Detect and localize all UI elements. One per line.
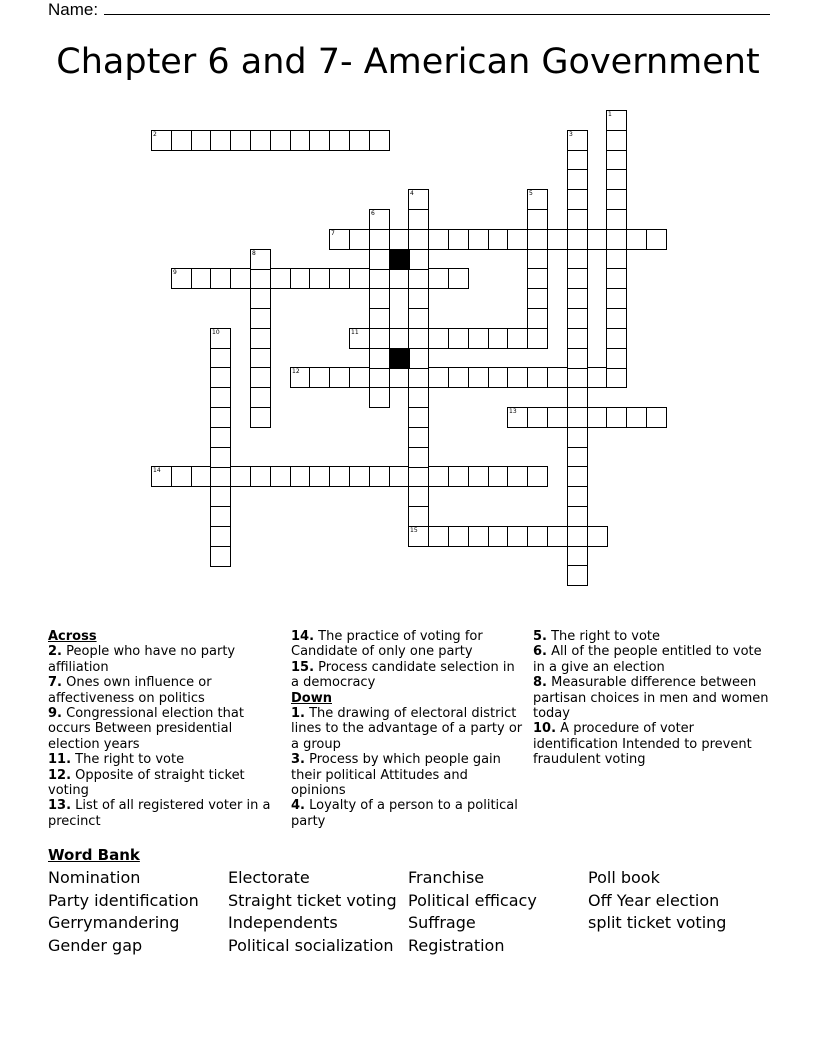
grid-cell[interactable] bbox=[428, 526, 449, 547]
black-cell bbox=[389, 249, 410, 270]
grid-cell[interactable] bbox=[408, 447, 429, 468]
grid-cell[interactable] bbox=[428, 229, 449, 250]
grid-cell[interactable] bbox=[527, 209, 548, 230]
down-clue-list bbox=[291, 706, 523, 829]
grid-cell[interactable] bbox=[408, 308, 429, 329]
grid-cell[interactable] bbox=[527, 268, 548, 289]
grid-cell[interactable] bbox=[151, 130, 172, 151]
grid-cell[interactable] bbox=[567, 288, 588, 309]
grid-cell[interactable] bbox=[270, 268, 291, 289]
grid-cell[interactable] bbox=[587, 526, 608, 547]
grid-cell[interactable] bbox=[408, 348, 429, 369]
name-label: Name: bbox=[48, 0, 99, 19]
clue-item bbox=[48, 644, 280, 675]
grid-cell[interactable] bbox=[250, 130, 271, 151]
cell-number: 2 bbox=[153, 131, 157, 138]
across-clue-list bbox=[48, 644, 280, 829]
grid-cell[interactable] bbox=[191, 466, 212, 487]
grid-cell[interactable] bbox=[448, 367, 469, 388]
grid-cell[interactable] bbox=[329, 130, 350, 151]
cell-number: 9 bbox=[173, 269, 177, 276]
grid-cell[interactable] bbox=[389, 268, 410, 289]
clue-item bbox=[291, 706, 523, 752]
grid-cell[interactable] bbox=[210, 348, 231, 369]
grid-cell[interactable] bbox=[428, 268, 449, 289]
clue-text: Process candidate selection in a democracy bbox=[291, 659, 515, 691]
grid-cell[interactable] bbox=[527, 189, 548, 210]
grid-cell[interactable] bbox=[210, 546, 231, 567]
clue-number: 2. bbox=[48, 644, 62, 660]
grid-cell[interactable] bbox=[468, 466, 489, 487]
grid-cell[interactable] bbox=[448, 328, 469, 349]
grid-cell[interactable] bbox=[210, 367, 231, 388]
grid-cell[interactable] bbox=[428, 328, 449, 349]
grid-cell[interactable] bbox=[428, 466, 449, 487]
grid-cell[interactable] bbox=[567, 367, 588, 388]
grid-cell[interactable] bbox=[349, 328, 370, 349]
grid-cell[interactable] bbox=[606, 150, 627, 171]
clue-text: All of the people entitled to vote in a give an election bbox=[533, 644, 762, 675]
clue-text: Process by which people gain their political Attitudes and opinions bbox=[291, 752, 501, 799]
clue-item bbox=[533, 644, 773, 675]
grid-cell[interactable] bbox=[408, 249, 429, 270]
grid-cell[interactable] bbox=[606, 407, 627, 428]
grid-cell[interactable] bbox=[527, 466, 548, 487]
clue-number: 10. bbox=[533, 721, 557, 737]
grid-cell[interactable] bbox=[210, 387, 231, 408]
word-bank-item: Political socialization bbox=[228, 936, 394, 955]
grid-cell[interactable] bbox=[567, 486, 588, 507]
grid-cell[interactable] bbox=[606, 328, 627, 349]
word-bank-item: Franchise bbox=[408, 868, 485, 887]
grid-cell[interactable] bbox=[468, 328, 489, 349]
grid-cell[interactable] bbox=[349, 466, 370, 487]
clue-item bbox=[291, 798, 523, 829]
grid-cell[interactable] bbox=[507, 229, 528, 250]
grid-cell[interactable] bbox=[527, 249, 548, 270]
grid-cell[interactable] bbox=[389, 367, 410, 388]
grid-cell[interactable] bbox=[408, 209, 429, 230]
grid-cell[interactable] bbox=[567, 229, 588, 250]
grid-cell[interactable] bbox=[488, 328, 509, 349]
clue-text: Loyalty of a person to a political party bbox=[291, 798, 518, 829]
grid-cell[interactable] bbox=[290, 367, 311, 388]
grid-cell[interactable] bbox=[527, 288, 548, 309]
grid-cell[interactable] bbox=[567, 427, 588, 448]
grid-cell[interactable] bbox=[606, 367, 627, 388]
clue-text: The right to vote bbox=[71, 752, 185, 768]
grid-cell[interactable] bbox=[408, 466, 429, 487]
grid-cell[interactable] bbox=[448, 466, 469, 487]
word-bank-item: Electorate bbox=[228, 868, 310, 887]
grid-cell[interactable] bbox=[250, 249, 271, 270]
grid-cell[interactable] bbox=[369, 229, 390, 250]
grid-cell[interactable] bbox=[329, 367, 350, 388]
grid-cell[interactable] bbox=[210, 466, 231, 487]
grid-cell[interactable] bbox=[329, 229, 350, 250]
grid-cell[interactable] bbox=[389, 328, 410, 349]
grid-cell[interactable] bbox=[191, 268, 212, 289]
word-bank-item: Suffrage bbox=[408, 913, 476, 932]
grid-cell[interactable] bbox=[547, 367, 568, 388]
grid-cell[interactable] bbox=[606, 249, 627, 270]
clue-text: List of all registered voter in a precinct bbox=[48, 798, 271, 829]
grid-cell[interactable] bbox=[230, 268, 251, 289]
grid-cell[interactable] bbox=[309, 466, 330, 487]
grid-cell[interactable] bbox=[547, 407, 568, 428]
cell-number: 3 bbox=[569, 131, 573, 138]
grid-cell[interactable] bbox=[567, 268, 588, 289]
grid-cell[interactable] bbox=[567, 308, 588, 329]
cell-number: 5 bbox=[529, 190, 533, 197]
clue-item bbox=[533, 629, 773, 644]
clue-text: Ones own influence or affectiveness on politics bbox=[48, 675, 212, 706]
clue-number: 15. bbox=[291, 659, 315, 675]
grid-cell[interactable] bbox=[567, 466, 588, 487]
grid-cell[interactable] bbox=[448, 526, 469, 547]
grid-cell[interactable] bbox=[329, 466, 350, 487]
grid-cell[interactable] bbox=[270, 130, 291, 151]
grid-cell[interactable] bbox=[646, 407, 667, 428]
grid-cell[interactable] bbox=[250, 348, 271, 369]
grid-cell[interactable] bbox=[606, 288, 627, 309]
grid-cell[interactable] bbox=[527, 526, 548, 547]
grid-cell[interactable] bbox=[606, 209, 627, 230]
clue-number: 7. bbox=[48, 675, 62, 691]
clue-item bbox=[48, 706, 280, 752]
grid-cell[interactable] bbox=[527, 308, 548, 329]
cell-number: 4 bbox=[410, 190, 414, 197]
grid-cell[interactable] bbox=[408, 268, 429, 289]
clue-column-1 bbox=[48, 629, 280, 829]
grid-cell[interactable] bbox=[567, 328, 588, 349]
grid-cell[interactable] bbox=[369, 466, 390, 487]
clue-number: 12. bbox=[48, 767, 72, 783]
grid-cell[interactable] bbox=[468, 367, 489, 388]
cell-number: 10 bbox=[212, 329, 220, 336]
grid-cell[interactable] bbox=[468, 229, 489, 250]
cell-number: 15 bbox=[410, 527, 418, 534]
grid-cell[interactable] bbox=[250, 328, 271, 349]
clue-text: People who have no party affiliation bbox=[48, 644, 236, 675]
black-cell bbox=[389, 348, 410, 369]
grid-cell[interactable] bbox=[210, 447, 231, 468]
grid-cell[interactable] bbox=[210, 328, 231, 349]
grid-cell[interactable] bbox=[250, 367, 271, 388]
grid-cell[interactable] bbox=[587, 367, 608, 388]
grid-cell[interactable] bbox=[151, 466, 172, 487]
clue-number: 1. bbox=[291, 706, 305, 722]
grid-cell[interactable] bbox=[369, 130, 390, 151]
grid-cell[interactable] bbox=[606, 169, 627, 190]
grid-cell[interactable] bbox=[527, 407, 548, 428]
grid-cell[interactable] bbox=[527, 367, 548, 388]
grid-cell[interactable] bbox=[349, 367, 370, 388]
clue-number: 3. bbox=[291, 752, 305, 768]
word-bank-item: Independents bbox=[228, 913, 338, 932]
grid-cell[interactable] bbox=[507, 367, 528, 388]
grid-cell[interactable] bbox=[606, 268, 627, 289]
clue-number: 13. bbox=[48, 798, 72, 814]
grid-cell[interactable] bbox=[369, 308, 390, 329]
grid-cell[interactable] bbox=[408, 367, 429, 388]
grid-cell[interactable] bbox=[230, 130, 251, 151]
down-heading: Down bbox=[291, 690, 332, 706]
grid-cell[interactable] bbox=[606, 348, 627, 369]
grid-cell[interactable] bbox=[408, 189, 429, 210]
clue-number: 6. bbox=[533, 644, 547, 660]
grid-cell[interactable] bbox=[389, 466, 410, 487]
clue-number: 14. bbox=[291, 629, 315, 644]
grid-cell[interactable] bbox=[369, 249, 390, 270]
grid-cell[interactable] bbox=[230, 466, 251, 487]
clue-text: Congressional election that occurs Between presidential election years bbox=[48, 706, 244, 752]
clue-text: The drawing of electoral district lines to the advantage of a party or a group bbox=[291, 706, 523, 752]
grid-cell[interactable] bbox=[567, 169, 588, 190]
clue-number: 9. bbox=[48, 706, 62, 722]
grid-cell[interactable] bbox=[567, 546, 588, 567]
word-bank-item: Political efficacy bbox=[408, 891, 537, 910]
grid-cell[interactable] bbox=[547, 526, 568, 547]
down-clue-list-continued bbox=[533, 629, 773, 768]
clue-column-3 bbox=[533, 629, 773, 768]
word-bank-item: Gerrymandering bbox=[48, 913, 180, 932]
clue-number: 8. bbox=[533, 675, 547, 691]
grid-cell[interactable] bbox=[626, 407, 647, 428]
grid-cell[interactable] bbox=[448, 229, 469, 250]
clue-item bbox=[48, 798, 280, 829]
word-bank-item: Poll book bbox=[588, 868, 660, 887]
cell-number: 11 bbox=[351, 329, 359, 336]
grid-cell[interactable] bbox=[250, 407, 271, 428]
grid-cell[interactable] bbox=[408, 387, 429, 408]
grid-cell[interactable] bbox=[171, 466, 192, 487]
grid-cell[interactable] bbox=[309, 268, 330, 289]
word-bank-item: Off Year election bbox=[588, 891, 720, 910]
grid-cell[interactable] bbox=[606, 229, 627, 250]
grid-cell[interactable] bbox=[250, 288, 271, 309]
grid-cell[interactable] bbox=[507, 526, 528, 547]
grid-cell[interactable] bbox=[369, 209, 390, 230]
word-bank-item: Gender gap bbox=[48, 936, 143, 955]
grid-cell[interactable] bbox=[606, 110, 627, 131]
cell-number: 12 bbox=[292, 368, 300, 375]
clue-text: Opposite of straight ticket voting bbox=[48, 767, 245, 799]
grid-cell[interactable] bbox=[210, 407, 231, 428]
grid-cell[interactable] bbox=[567, 506, 588, 527]
grid-cell[interactable] bbox=[171, 268, 192, 289]
clue-item bbox=[291, 752, 523, 798]
grid-cell[interactable] bbox=[567, 526, 588, 547]
grid-cell[interactable] bbox=[646, 229, 667, 250]
grid-cell[interactable] bbox=[210, 268, 231, 289]
cell-number: 13 bbox=[509, 408, 517, 415]
grid-cell[interactable] bbox=[210, 427, 231, 448]
grid-cell[interactable] bbox=[567, 387, 588, 408]
grid-cell[interactable] bbox=[488, 229, 509, 250]
grid-cell[interactable] bbox=[567, 189, 588, 210]
cell-number: 7 bbox=[331, 230, 335, 237]
grid-cell[interactable] bbox=[408, 288, 429, 309]
grid-cell[interactable] bbox=[290, 130, 311, 151]
clue-number: 11. bbox=[48, 752, 72, 768]
grid-cell[interactable] bbox=[626, 229, 647, 250]
across-clue-list-continued bbox=[291, 629, 523, 691]
grid-cell[interactable] bbox=[488, 367, 509, 388]
grid-cell[interactable] bbox=[369, 367, 390, 388]
grid-cell[interactable] bbox=[309, 367, 330, 388]
grid-cell[interactable] bbox=[408, 229, 429, 250]
across-heading: Across bbox=[48, 629, 97, 644]
page-title: Chapter 6 and 7- American Government bbox=[56, 42, 760, 82]
grid-cell[interactable] bbox=[290, 466, 311, 487]
clue-item bbox=[533, 721, 773, 767]
grid-cell[interactable] bbox=[468, 526, 489, 547]
word-bank-item: split ticket voting bbox=[588, 913, 727, 932]
grid-cell[interactable] bbox=[349, 268, 370, 289]
grid-cell[interactable] bbox=[369, 387, 390, 408]
grid-cell[interactable] bbox=[567, 565, 588, 586]
word-bank-item: Registration bbox=[408, 936, 505, 955]
word-bank-item: Nomination bbox=[48, 868, 141, 887]
grid-cell[interactable] bbox=[507, 407, 528, 428]
grid-cell[interactable] bbox=[408, 526, 429, 547]
grid-cell[interactable] bbox=[527, 229, 548, 250]
grid-cell[interactable] bbox=[587, 229, 608, 250]
grid-cell[interactable] bbox=[488, 466, 509, 487]
word-bank-title: Word Bank bbox=[48, 846, 140, 864]
grid-cell[interactable] bbox=[210, 506, 231, 527]
grid-cell[interactable] bbox=[408, 427, 429, 448]
grid-cell[interactable] bbox=[567, 249, 588, 270]
word-bank-item: Straight ticket voting bbox=[228, 891, 397, 910]
grid-cell[interactable] bbox=[349, 229, 370, 250]
clue-column-2 bbox=[291, 629, 523, 829]
word-bank-item: Party identification bbox=[48, 891, 199, 910]
grid-cell[interactable] bbox=[408, 328, 429, 349]
clue-item bbox=[48, 675, 280, 706]
clue-number: 4. bbox=[291, 798, 305, 814]
clue-text: A procedure of voter identification Intended to prevent fraudulent voting bbox=[533, 721, 752, 768]
grid-cell[interactable] bbox=[369, 288, 390, 309]
cell-number: 6 bbox=[371, 210, 375, 217]
cell-number: 14 bbox=[153, 467, 161, 474]
clue-item bbox=[291, 629, 523, 660]
grid-cell[interactable] bbox=[567, 348, 588, 369]
grid-cell[interactable] bbox=[171, 130, 192, 151]
grid-cell[interactable] bbox=[191, 130, 212, 151]
grid-cell[interactable] bbox=[210, 486, 231, 507]
grid-cell[interactable] bbox=[210, 526, 231, 547]
grid-cell[interactable] bbox=[369, 268, 390, 289]
grid-cell[interactable] bbox=[408, 506, 429, 527]
grid-cell[interactable] bbox=[606, 308, 627, 329]
clue-text: Measurable difference between partisan choices in men and women today bbox=[533, 675, 769, 722]
grid-cell[interactable] bbox=[567, 209, 588, 230]
grid-cell[interactable] bbox=[309, 130, 330, 151]
grid-cell[interactable] bbox=[369, 348, 390, 369]
clue-text: The practice of voting for Candidate of only one party bbox=[291, 629, 483, 660]
grid-cell[interactable] bbox=[349, 130, 370, 151]
grid-cell[interactable] bbox=[408, 407, 429, 428]
grid-cell[interactable] bbox=[210, 130, 231, 151]
grid-cell[interactable] bbox=[250, 268, 271, 289]
cell-number: 8 bbox=[252, 250, 256, 257]
grid-cell[interactable] bbox=[567, 150, 588, 171]
clue-item bbox=[48, 768, 280, 799]
grid-cell[interactable] bbox=[547, 229, 568, 250]
grid-cell[interactable] bbox=[250, 308, 271, 329]
grid-cell[interactable] bbox=[606, 130, 627, 151]
grid-cell[interactable] bbox=[389, 229, 410, 250]
grid-cell[interactable] bbox=[428, 367, 449, 388]
grid-cell[interactable] bbox=[567, 130, 588, 151]
clue-item bbox=[48, 752, 280, 767]
grid-cell[interactable] bbox=[507, 328, 528, 349]
grid-cell[interactable] bbox=[587, 407, 608, 428]
grid-cell[interactable] bbox=[567, 447, 588, 468]
grid-cell[interactable] bbox=[408, 486, 429, 507]
clue-text: The right to vote bbox=[546, 629, 661, 644]
grid-cell[interactable] bbox=[250, 466, 271, 487]
grid-cell[interactable] bbox=[606, 189, 627, 210]
grid-cell[interactable] bbox=[250, 387, 271, 408]
grid-cell[interactable] bbox=[527, 328, 548, 349]
grid-cell[interactable] bbox=[488, 526, 509, 547]
grid-cell[interactable] bbox=[448, 268, 469, 289]
grid-cell[interactable] bbox=[270, 466, 291, 487]
clue-item bbox=[533, 675, 773, 721]
grid-cell[interactable] bbox=[507, 466, 528, 487]
cell-number: 1 bbox=[608, 111, 612, 118]
grid-cell[interactable] bbox=[567, 407, 588, 428]
grid-cell[interactable] bbox=[369, 328, 390, 349]
clue-item bbox=[291, 660, 523, 691]
clue-number: 5. bbox=[533, 629, 547, 644]
grid-cell[interactable] bbox=[329, 268, 350, 289]
grid-cell[interactable] bbox=[290, 268, 311, 289]
